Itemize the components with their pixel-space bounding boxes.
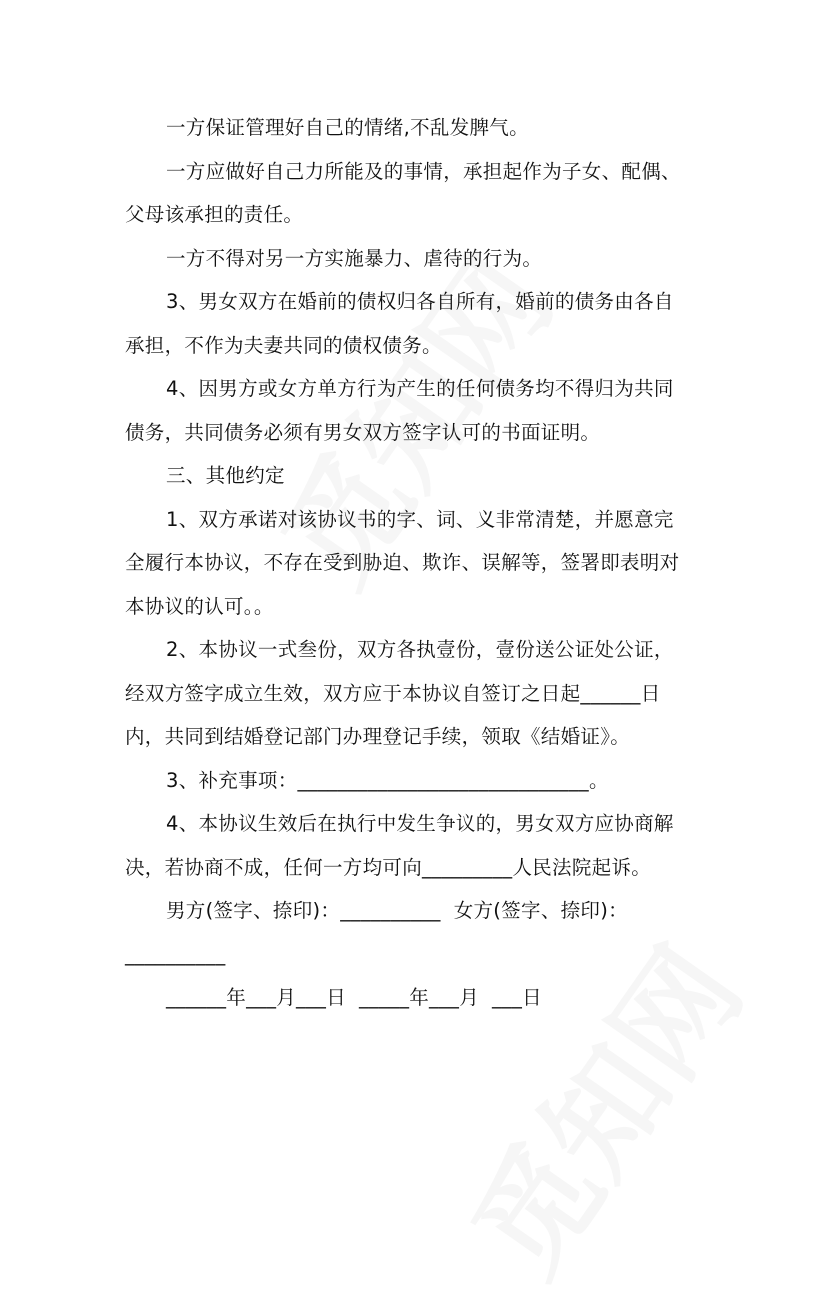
text-line: ______年___月___日 _____年___月 ___日 [166, 986, 542, 1009]
text-line: 一方不得对另一方实施暴力、虐待的行为。 [166, 246, 543, 270]
text-line: 一方保证管理好自己的情绪,不乱发脾气。 [166, 116, 529, 139]
text-line: 决，若协商不成，任何一方均可向_________人民法院起诉。 [125, 855, 652, 879]
document-body [125, 106, 715, 1020]
text-line: 3、男女双方在婚前的债权归各自所有，婚前的债务由各自 [166, 290, 674, 313]
text-line: 1、双方承诺对该协议书的字、词、义非常清楚，并愿意完 [166, 507, 674, 531]
text-line: 本协议的认可。。 [125, 594, 274, 618]
text-line: 经双方签字成立生效，双方应于本协议自签订之日起______日 [125, 681, 661, 705]
text-line: 父母该承担的责任。 [125, 203, 304, 226]
text-line: 承担，不作为夫妻共同的债权债务。 [125, 333, 442, 357]
text-line: 全履行本协议，不存在受到胁迫、欺诈、误解等，签署即表明对 [125, 551, 680, 574]
text-line: __________ [125, 942, 226, 966]
text-line: 男方(签字、捺印)：__________ 女方(签字、捺印)： [166, 899, 628, 922]
text-line: 债务，共同债务必须有男女双方签字认可的书面证明。 [125, 420, 601, 444]
text-line: 4、因男方或女方单方行为产生的任何债务均不得归为共同 [166, 377, 674, 400]
text-line: 2、本协议一式叁份，双方各执壹份，壹份送公证处公证， [166, 638, 674, 661]
text-line: 三、其他约定 [166, 464, 285, 487]
text-line: 4、本协议生效后在执行中发生争议的，男女双方应协商解 [166, 812, 674, 835]
text-line: 一方应做好自己力所能及的事情，承担起作为子女、配偶、 [166, 159, 681, 183]
text-line: 3、补充事项：_____________________________。 [166, 768, 609, 792]
text-line: 内，共同到结婚登记部门办理登记手续，领取《结婚证》。 [125, 725, 631, 748]
